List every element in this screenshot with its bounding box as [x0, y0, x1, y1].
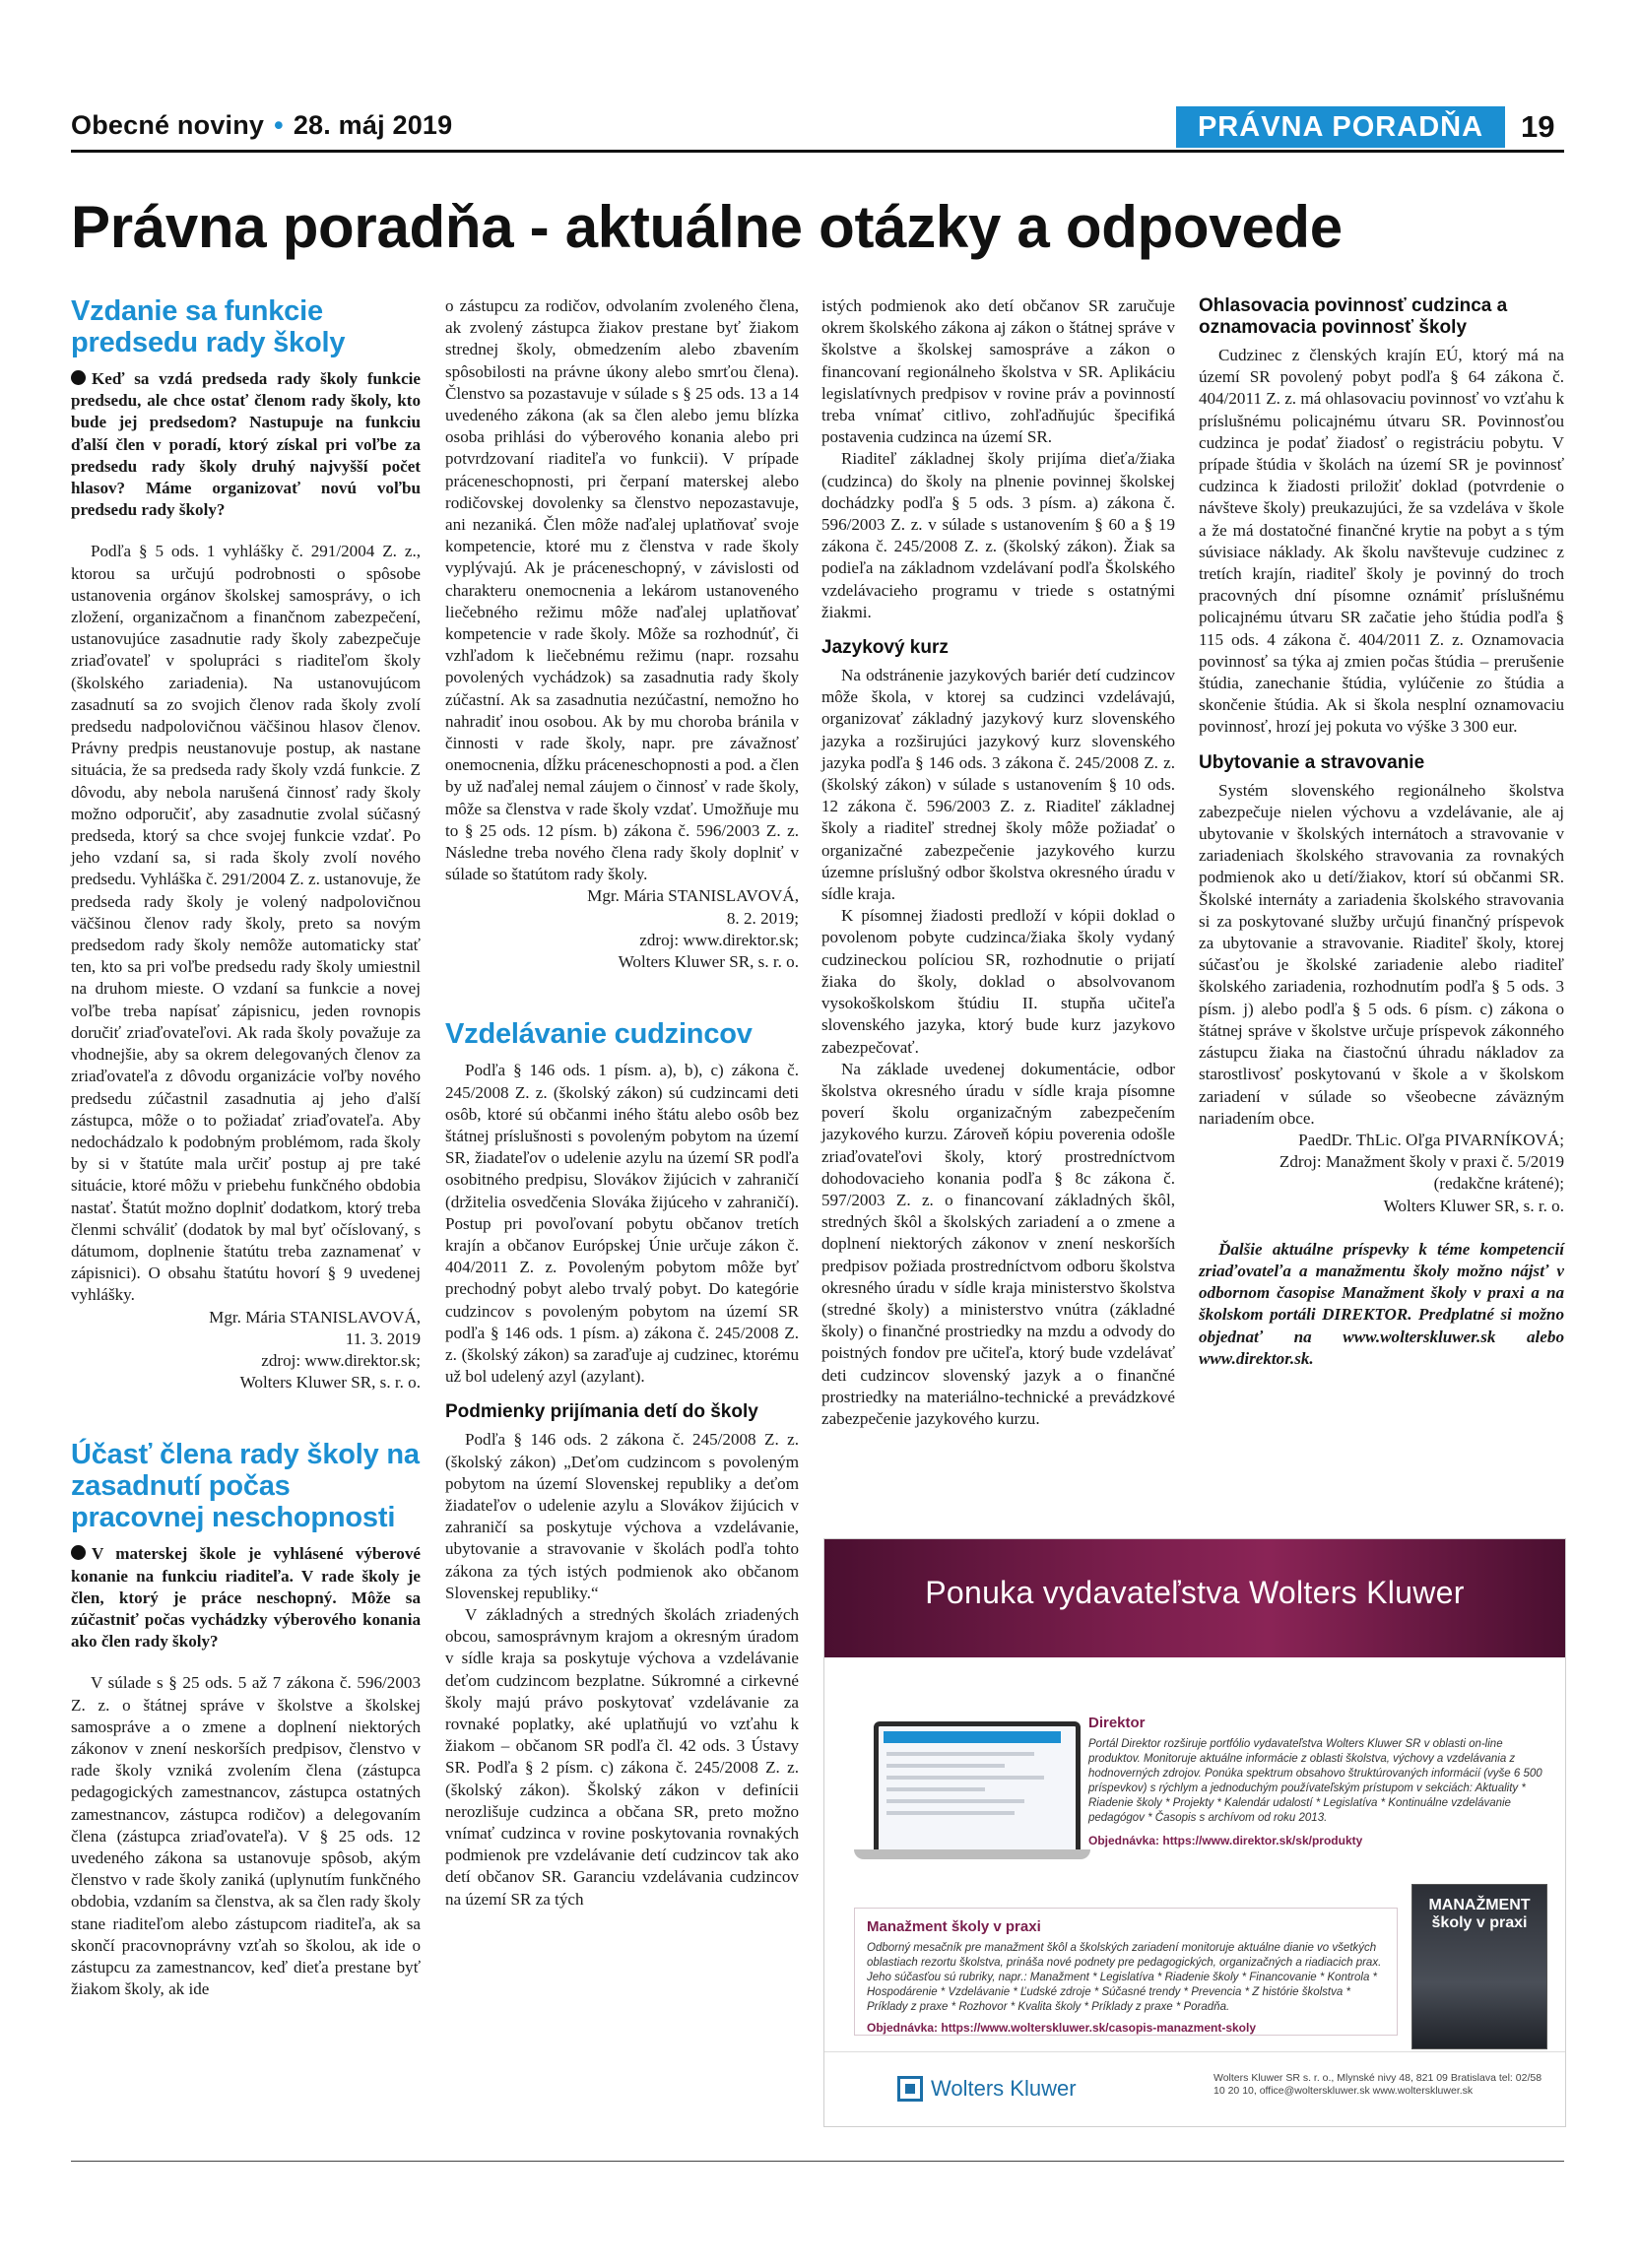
ad-manazment-block — [854, 1908, 1398, 2036]
article-source: zdroj: www.direktor.sk; — [261, 1350, 421, 1370]
author-name: Mgr. Mária STANISLAVOVÁ, — [209, 1307, 421, 1327]
article-source: zdroj: www.direktor.sk; — [639, 930, 799, 949]
magazine-title: MANAŽMENT školy v praxi — [1428, 1897, 1531, 1931]
separator-dot: • — [274, 110, 284, 140]
column-2 — [445, 295, 799, 1911]
article-source: Zdroj: Manažment školy v praxi č. 5/2019 — [1279, 1152, 1564, 1172]
laptop-illustration — [854, 1721, 1090, 1869]
ad-title: Ponuka vydavateľstva Wolters Kluwer — [925, 1575, 1465, 1610]
author-name: PaedDr. ThLic. Oľga PIVARNÍKOVÁ; — [1298, 1130, 1564, 1149]
publisher-advertisement — [823, 1538, 1566, 2127]
article-body: Podľa § 146 ods. 1 písm. a), b), c) zákona č. 245/2008 Z. z. (školský zákon) sú cudzincami deti osôb, ktoré sú občanmi iného štátu alebo osôb bez štátnej príslušnosti s povoleným pobytom na území SR, žiadateľov o udelenie azylu na území SR podľa osobitného predpisu, Slovákov žijúcich v zahraničí (držitelia osvedčenia Slováka žijúceho v zahraničí). Postup pri povoľovaní pobytu občanov tretích krajín a občanov Európskej Únie určuje zákon č. 404/2011 Z. z. Povoleným pobytom môže byť prechodný pobyt alebo trvalý pobyt. Do kategórie cudzincov s povoleným pobytom na území SR podľa § 146 ods. 1 písm. a) zákona č. 245/2008 Z. z. (školský zákon) sa zaraďuje aj cudzinec, ktorému už bol udelený azyl (azylant). — [445, 1061, 799, 1387]
column-3 — [821, 295, 1175, 1430]
page-title: Právna poradňa - aktuálne otázky a odpovede — [71, 194, 1343, 260]
closing-note: Ďalšie aktuálne príspevky k téme kompetencií zriaďovateľa a manažmentu školy možno nájsť v odbornom časopise Manažment školy v praxi a na školskom portáli DIREKTOR. Predplatné si možno objednať na www.wolterskluwer.sk alebo www.direktor.sk. — [1199, 1239, 1564, 1368]
article-body: K písomnej žiadosti predloží v kópii doklad o povolenom pobyte cudzinca/žiaka školy vydaný cudzineckou políciou SR, rozhodnutie o prijatí žiaka do školy, doklad o absolvovanom vysokoškolskom štúdiu II. stupňa učiteľa slovenského jazyka, ktorý bude kurz jazykovo zabezpečovať. — [821, 906, 1175, 1057]
magazine-cover — [1411, 1884, 1547, 2049]
article-body: V súlade s § 25 ods. 5 až 7 zákona č. 596/2003 Z. z. o štátnej správe v školstve a školskej samospráve a o zmene a doplnení niektorých zákonov v znení neskorších predpisov, členstvo v rade školy vzniká zvolením člena (zástupca pedagogických zamestnancov, zástupca ostatných zamestnancov, zástupca rodičov) a delegovaním člena (zástupca zriaďovateľa). V § 25 ods. 12 uvedeného zákona sa ustanovuje spôsob, akým členstvo v rade školy zaniká (uplynutím funkčného obdobia, vzdaním sa členstva, ak sa člen rady školy stane riaditeľom alebo zástupcom riaditeľa, ak sa skončí pracovnoprávny vzťah so školou, ak ide o zástupcu za zamestnancov, keď dieťa prestane byť žiakom školy, ak ide — [71, 1673, 421, 1999]
section-label: PRÁVNA PORADŇA — [1176, 106, 1505, 148]
laptop-base — [854, 1849, 1090, 1859]
author-name: Mgr. Mária STANISLAVOVÁ, — [587, 886, 799, 906]
article-note: (redakčne krátené); — [1433, 1174, 1564, 1194]
question-text: V materskej škole je vyhlásené výberové konanie na funkciu riaditeľa. V rade školy je člen, ktorý je práce neschopný. Môže sa zúčastniť počas vychádzky výberového konania ako člen rady školy? — [71, 1544, 421, 1652]
article-body: Podľa § 5 ods. 1 vyhlášky č. 291/2004 Z. z., ktorou sa určujú podrobnosti o spôsobe ustanovenia orgánov školskej samosprávy, o ich zložení, organizačnom a finančnom zabezpečení, ustanovujúce zasadnutie rady školy zabezpečuje zriaďovateľ v spolupráci s riaditeľom školy (školského zariadenia). Na ustanovujúcom zasadnutí sa zo svojich členov rada školy zvolí predsedu nadpolovičnou väčšinou hlasov členov. Právny predpis neustanovuje postup, ak nastane situácia, že sa predseda rady školy vzdá funkcie. Z dôvodu, aby nebola narušená činnosť rady školy možno odporučiť, aby zasadnutie zvolal súčasný predseda, ktorý sa chce svojej funkcie vzdať. Po jeho vzdaní sa, si rada školy zvolí nového predsedu. Vyhláška č. 291/2004 Z. z. ustanovuje, že predseda rady školy je volený nadpolovičnou väčšinou členov rady školy, preto sa novým predsedom rady školy nemôže automaticky stať ten, kto sa pri voľbe predsedu rady školy umiestnil na druhom mieste. O vzdaní sa funkcie a novej voľbe treba napísať zápisnicu, jeden rovnopis doručiť zriaďovateľovi. Ak rada školy považuje za vhodnejšie, aby sa okrem delegovaných členov za zriaďovateľa z dôvodu organizácie voľby nového predsedu zúčastnil zasadnutia aj jeho ďalší zástupca, môže o to požiadať zriaďovateľa. Aby nedochádzalo k podobným problémom, rada školy by si v štatúte mala určiť postup aj pre také situácie, ktoré môžu v priebehu funkčného obdobia nastať. Štatút možno doplniť dodatkom, ktorý treba členmi schváliť (dodatok by mal byť očíslovaný, s dátumom, doplnenie štatútu treba zaznamenať v zápisnici). O obsahu štatútu hovorí § 9 uvedenej vyhlášky. — [71, 542, 421, 1305]
ad-direktor-block — [1088, 1715, 1551, 1847]
subheading-podmienky: Podmienky prijímania detí do školy — [445, 1401, 758, 1423]
ad-manazment-text: Odborný mesačník pre manažment škôl a školských zariadení monitoruje aktuálne dianie vo všetkých oblastiach rezortu školstva, prináša nové podnety pre pedagogických, organizačných a riadiacich prax. Jeho súčasťou sú rubriky, napr.: Manažment * Legislatíva * Riadenie školy * Financovanie * Kontrola * Hospodárenie * Vzdelávanie * Ľudské zdroje * Súčasné trendy * Prevencia * Z histórie školstva * Príklady z praxe * Rozhovor * Kvalita školy * Príklady z praxe * Poradňa. — [867, 1942, 1382, 2013]
ad-manazment-link[interactable]: Objednávka: https://www.wolterskluwer.sk/casopis-manazment-skoly — [867, 2021, 1257, 2035]
brand-name: Wolters Kluwer — [931, 2076, 1077, 2101]
article-publisher: Wolters Kluwer SR, s. r. o. — [239, 1373, 421, 1393]
article-question — [71, 368, 421, 521]
article-title-ucast: Účasť člena rady školy na zasadnutí počas pracovnej neschopnosti — [71, 1439, 420, 1534]
subheading-ubytovanie: Ubytovanie a stravovanie — [1199, 751, 1425, 773]
newspaper-name: Obecné noviny — [71, 110, 265, 140]
question-text: Keď sa vzdá predseda rady školy funkcie predsedu, ale chce ostať členom rady školy, kto bude jej predsedom? Nastupuje na funkciu ďalší člen v poradí, ktorý získal pri voľbe za predsedu rady školy druhý najvyšší počet hlasov? Máme organizovať novú voľbu predsedu rady školy? — [71, 369, 421, 520]
ad-direktor-text: Portál Direktor rozširuje portfólio vydavateľstva Wolters Kluwer SR v oblasti on-line produktov. Monitoruje aktuálne informácie z oblasti školstva, výchovy a vzdelávania z hodnoverných zdrojov. Ponúka spektrum obsahovo štruktúrovaných informácií (vyše 6 500 príspevkov) s rýchlym a jednoduchým používateľským prístupom v sekciách: Aktuality * Riadenie školy * Projekty * Kalendár udalostí * Legislatíva * Kontinuálne vzdelávanie pedagógov * Časopis s archívom od roku 2013. — [1088, 1738, 1542, 1824]
ad-direktor-heading: Direktor — [1088, 1715, 1146, 1731]
article-body: Riaditeľ základnej školy prijíma dieťa/žiaka (cudzinca) do školy na plnenie povinnej školskej dochádzky podľa § 5 ods. 3 písm. a) zákona č. 596/2003 Z. z. v súlade s ustanovením § 60 a § 19 zákona č. 245/2008 Z. z. (školský zákon). Žiak sa podieľa na základnom vzdelávaní podľa Školského vzdelávacieho programu v triede s ostatnými žiakmi. — [821, 449, 1175, 621]
article-publisher: Wolters Kluwer SR, s. r. o. — [618, 952, 799, 972]
wolters-kluwer-logo-icon — [897, 2076, 923, 2102]
issue-date: 28. máj 2019 — [293, 110, 453, 140]
article-title-vzdelavanie: Vzdelávanie cudzincov — [445, 1018, 753, 1051]
article-body: Podľa § 146 ods. 2 zákona č. 245/2008 Z. z. (školský zákon) „Deťom cudzincom s povoleným pobytom na území Slovenskej republiky a deťom žiadateľov o udelenie azylu a Slovákov žijúcich v zahraničí sa poskytuje výchova a vzdelávanie, ubytovanie a stravovanie v školách podľa tohto zákona za tých istých podmienok ako občanom Slovenskej republiky.“ — [445, 1430, 799, 1602]
subheading-jazykovy-kurz: Jazykový kurz — [821, 637, 949, 659]
article-body: Na základe uvedenej dokumentácie, odbor školstva okresného úradu v sídle kraja písomne poverí školu organizačným zabezpečením jazykového kurzu. Zároveň kópiu poverenia odošle zriaďovateľovi školy, ktorý prostredníctvom dohodovacieho konania podľa § 8c zákona č. 597/2003 Z. z. o financovaní základných škôl, stredných škôl a školských zariadení a o zmene a doplnení niektorých zákonov v znení neskorších predpisov požiada prostredníctvom odboru školstva okresného úradu v sídle kraja ministerstvo školstva (stredné školy) a ministerstvo vnútra (základné školy) o finančné prostriedky na mzdu a odvody do poistných fondov pre učiteľa, ktorý bude vzdelávať deti cudzincov slovenský jazyk a o finančné prostriedky na materiálno-technické a prevádzkové zabezpečenie jazykového kurzu. — [821, 1059, 1175, 1428]
column-1 — [71, 295, 421, 2000]
subheading-ohlasovacia: Ohlasovacia povinnosť cudzinca a oznamovacia povinnosť školy — [1199, 295, 1508, 338]
publisher-address: Wolters Kluwer SR s. r. o., Mlynské nivy 48, 821 09 Bratislava tel: 02/58 10 20 10, office@wolterskluwer.sk www.wolterskluwer.sk — [1214, 2072, 1542, 2097]
page-header — [71, 106, 1564, 152]
ad-footer — [824, 2051, 1565, 2127]
ad-banner — [824, 1539, 1565, 1657]
article-body: Systém slovenského regionálneho školstva zabezpečuje nielen výchovu a vzdelávanie, ale aj ubytovanie v školských internátoch a stravovanie v zariadeniach školského stravovania za rovnakých podmienok ako u detí/žiakov, ktorí sú občanmi SR. Školské internáty a zariadenia školského stravovania si za poskytované služby určujú finančný príspevok za ubytovanie a stravovanie. Riaditeľ školy, ktorej súčasťou je školské zariadenie alebo riaditeľ školského zariadenia, rozhodnutím podľa § 5 ods. 3 písm. j) alebo podľa § 5 ods. 6 písm. c) zákona o štátnej správe v školstve určuje príspevok zákonného zástupcu žiaka na čiastočnú úhradu nákladov za starostlivosť poskytovanú v škole a v školskom zariadení v súlade so všeobecne záväzným nariadením obce. — [1199, 780, 1564, 1128]
article-body-continued: o zástupcu za rodičov, odvolaním zvoleného člena, ak zvolený zástupca žiakov prestane byť žiakom strednej školy, obmedzením alebo zbavením spôsobilosti na právne úkony alebo smrťou člena). Členstvo sa pozastavuje v súlade s § 25 ods. 13 a 14 uvedeného zákona (ak sa člen alebo jemu blízka osoba prihlási do výberového konania alebo pri potvrdzovaní riaditeľa vo funkcii). V prípade práceneschopnosti, pri čerpaní materskej alebo rodičovskej dovolenky sa členstvo nepozastavuje, ani nezaniká. Člen môže naďalej uplatňovať svoje kompetencie, ktoré mu z členstva v rade školy vyplývajú. Ak je práceneschopný, v závislosti od charakteru onemocnenia a lekárom ustanoveného liečebného režimu môže naďalej uplatňovať kompetencie v rade školy. Môže sa rozhodnúť, či vzhľadom k liečebnému režimu (napr. rozsahu povolených vychádzok) sa zasadnutia rady školy zúčastní. Ak sa zasadnutia nezúčastní, nemožno ho nahradiť inou osobou. Ak by mu choroba bránila v činnosti v rade školy, napr. pre závažnosť onemocnenia, dĺžku práceneschopnosti a pod. a člen by už naďalej nemal záujem o činnosť v rade školy, môže sa členstva v rade školy vzdať. Umožňuje mu to § 25 ods. 12 písm. b) zákona č. 596/2003 Z. z. Následne treba nového člena rady školy doplniť v súlade so štatútom rady školy. — [445, 296, 799, 884]
author-date: 8. 2. 2019; — [726, 908, 799, 928]
article-question — [71, 1543, 421, 1652]
ad-manazment-heading: Manažment školy v praxi — [867, 1918, 1041, 1935]
header-rule — [71, 150, 1564, 153]
column-4 — [1199, 295, 1564, 1370]
article-title-vzdanie: Vzdanie sa funkcie predsedu rady školy — [71, 295, 346, 358]
article-body: V základných a stredných školách zriadených obcou, samosprávnym krajom a okresným úradom v sídle kraja sa poskytuje výchova a vzdelávanie deťom cudzincom bezplatne. Súkromné a cirkevné školy majú právo poskytovať vzdelávanie za rovnaké poplatky, aké uplatňujú vo vzťahu k žiakom – občanom SR podľa čl. 42 ods. 3 Ústavy SR. Podľa § 2 písm. c) zákona č. 245/2008 Z. z. (školský zákon). Školský zákon v definícii nerozlišuje cudzinca a občana SR, preto možno vnímať cudzinca v rovine poskytovania rovnakých podmienok pre vzdelávanie detí cudzincov tak ako detí občanov SR. Garanciu vzdelávania cudzincov na území SR za tých — [445, 1604, 799, 1909]
article-publisher: Wolters Kluwer SR, s. r. o. — [1383, 1196, 1564, 1215]
footer-rule — [71, 2161, 1564, 2162]
ad-direktor-link[interactable]: Objednávka: https://www.direktor.sk/sk/produkty — [1088, 1834, 1363, 1847]
article-body-continued: istých podmienok ako detí občanov SR zaručuje okrem školského zákona aj zákon o štátnej správe v školstve a školskej samospráve a zákon o financovaní regionálneho školstva v SR. Aplikáciu legislatívnych predpisov v rovine práv a povinností treba vnímať citlivo, zohľadňujúc špecifiká postavenia cudzinca na území SR. — [821, 296, 1175, 447]
bullet-icon — [71, 1545, 86, 1560]
page-number: 19 — [1521, 109, 1555, 144]
article-body: Na odstránenie jazykových bariér detí cudzincov môže škola, v ktorej sa cudzinci vzdelávajú, organizovať základný jazykový kurz slovenského jazyka a rozširujúci jazykový kurz slovenského jazyka podľa § 146 ods. 3 zákona č. 245/2008 Z. z. (školský zákon) v súlade s ustanovením § 10 ods. 12 zákona č. 596/2003 Z. z. Riaditeľ základnej školy a riaditeľ strednej školy môže požiadať o organizačné zabezpečenie jazykového kurzu územne príslušný odbor školstva okresného úradu v sídle kraja. — [821, 666, 1175, 904]
article-body: Cudzinec z členských krajín EÚ, ktorý má na území SR povolený pobyt podľa § 64 zákona č. 404/2011 Z. z. má ohlasovaciu povinnosť vo vzťahu k príslušnému policajnému útvaru SR. Povinnosťou cudzinca je podať žiadosť o registráciu pobytu. V prípade štúdia v školách na území SR je povinnosť cudzinca k žiadosti priložiť doklad (potvrdenie o návšteve školy) preukazujúci, že sa vzdeláva v škole a že má dostatočné finančné krytie na pobyt a s tým súvisiace náklady. Ak školu navštevuje cudzinec z tretích krajín, riaditeľ školy je povinný do troch pracovných dní písomne oznámiť príslušnému policajnému útvaru SR začatie jeho štúdia podľa § 115 ods. 4 zákona č. 404/2011 Z. z. Oznamovacia povinnosť sa týka aj zmien počas štúdia – prerušenie štúdia, zanechanie štúdia, vylúčenie zo štúdia a skončenie štúdia. Ak si škola nesplní oznamovaciu povinnosť, hrozí jej pokuta vo výške 3 300 eur. — [1199, 346, 1564, 737]
masthead — [71, 110, 452, 141]
bullet-icon — [71, 370, 86, 385]
laptop-screen — [874, 1721, 1081, 1857]
author-date: 11. 3. 2019 — [345, 1328, 421, 1348]
